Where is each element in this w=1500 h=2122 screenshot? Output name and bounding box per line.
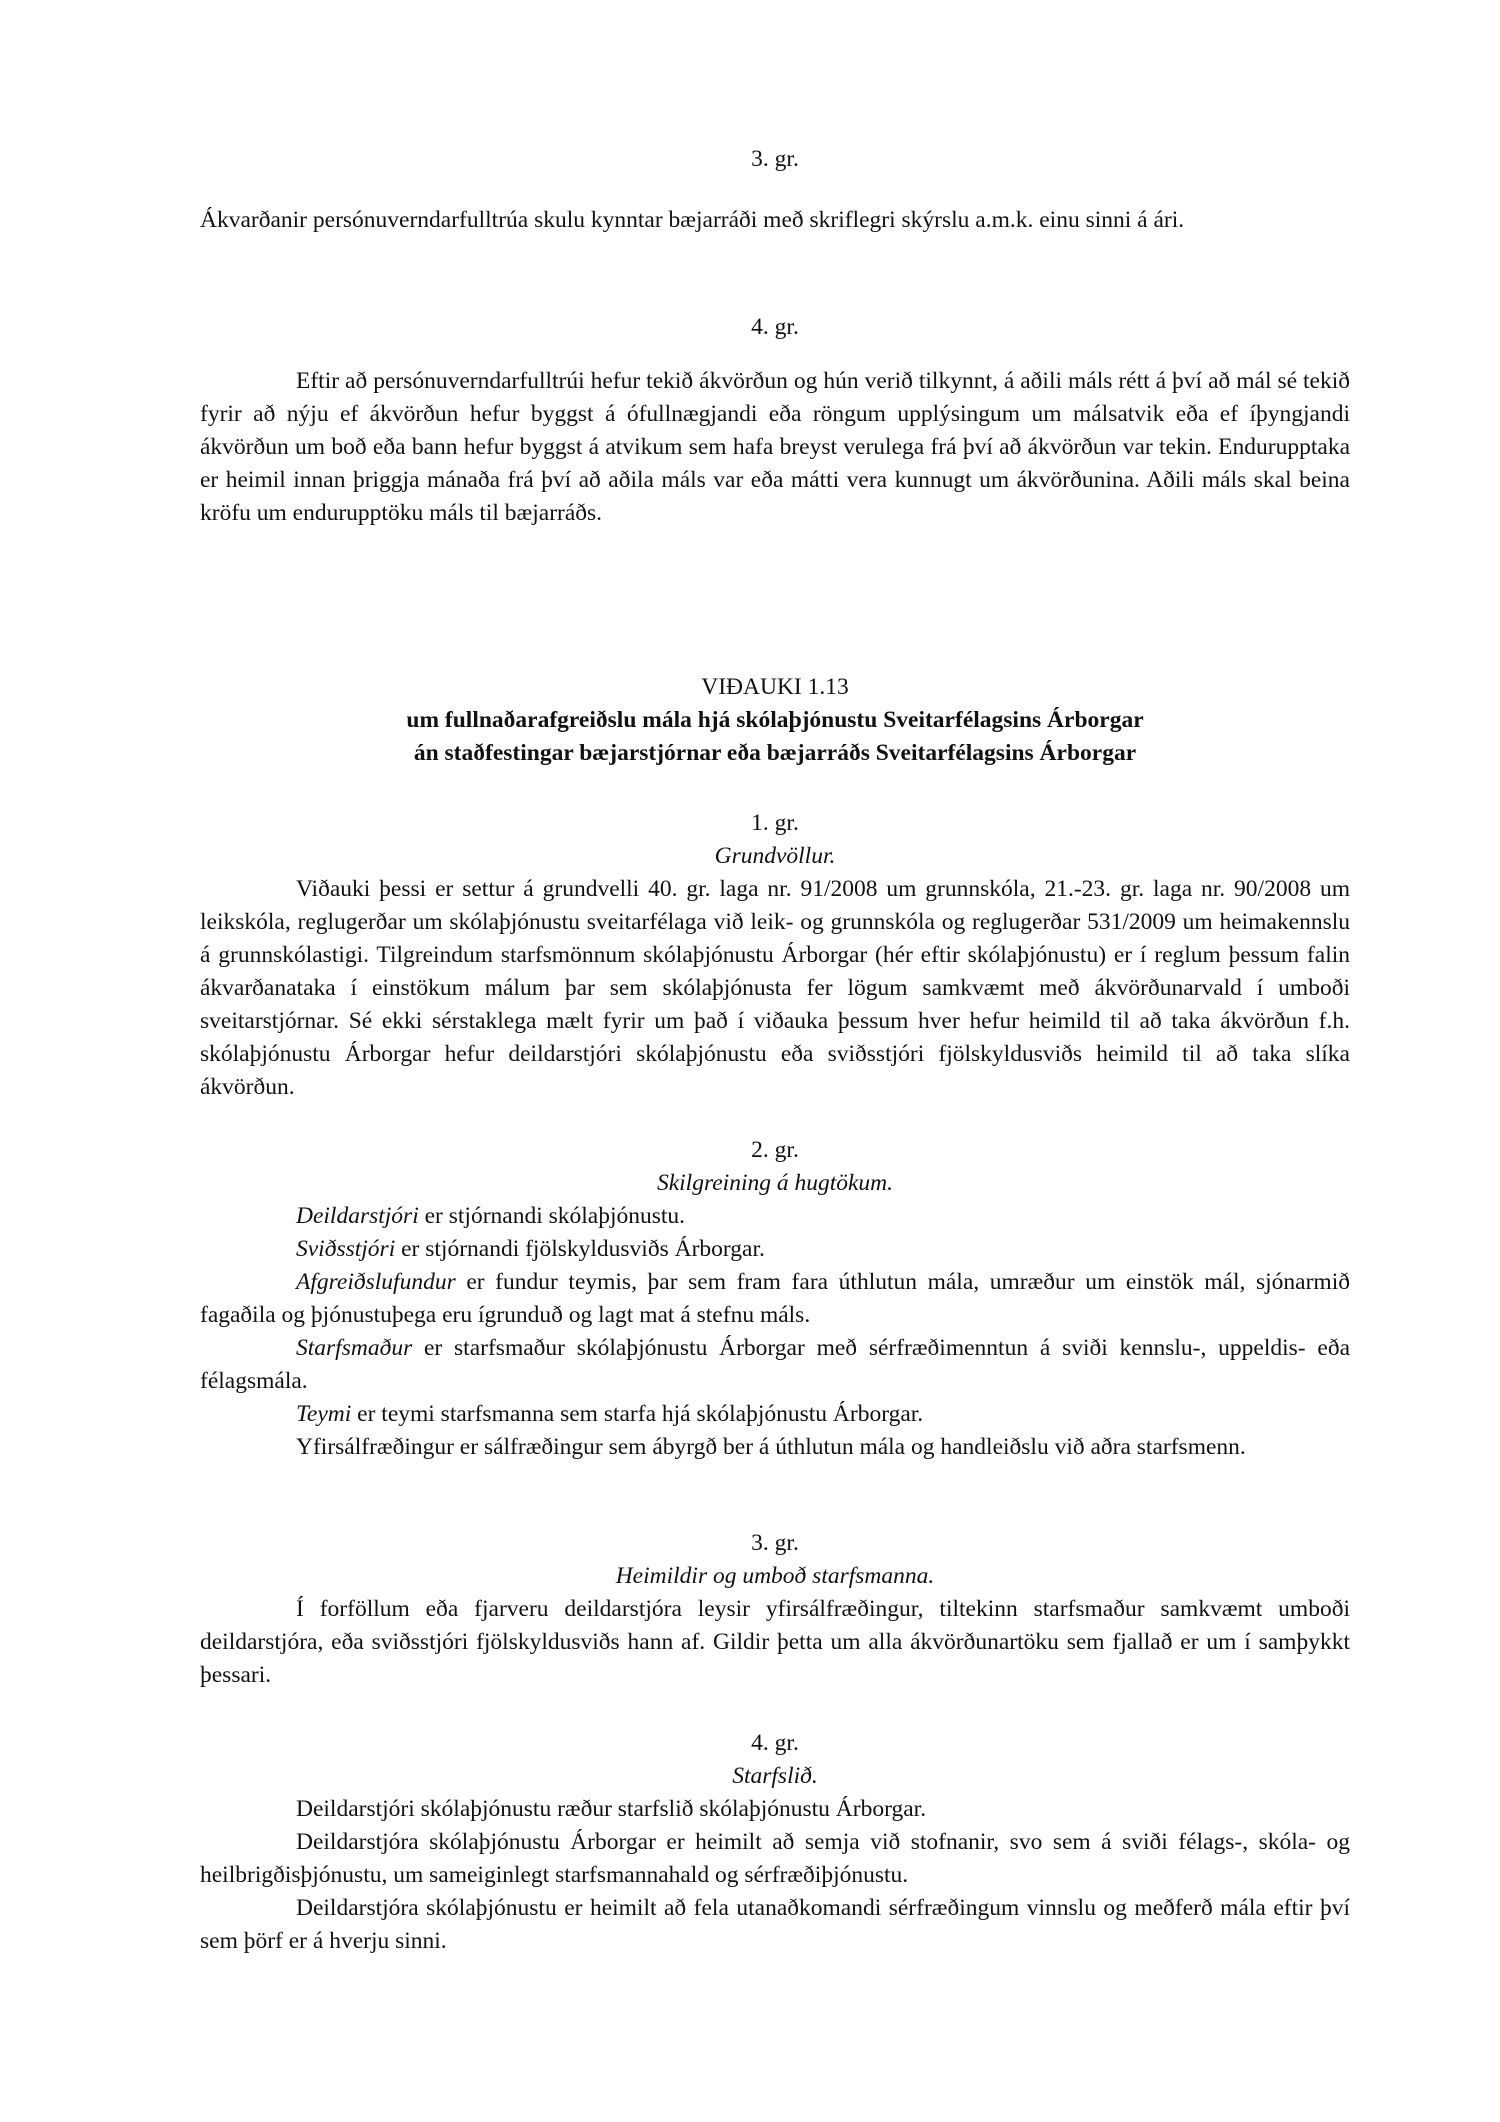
definition-term: Teymi — [296, 1401, 352, 1427]
art1-heading: 1. gr. — [751, 810, 799, 836]
definition-text: er fundur teymis, þar sem fram fara úthlutun mála, umræður um einstök mál, sjónarmið fagaðila og þjónustuþega eru ígrunduð og lagt mat á stefnu máls. — [200, 1269, 1350, 1328]
definition-item — [200, 1233, 1350, 1266]
definition-text: er starfsmaður skólaþjónustu Árborgar með sérfræðimenntun á sviði kennslu-, uppeldis- eða félagsmála. — [200, 1335, 1350, 1394]
definition-text: er stjórnandi skólaþjónustu. — [418, 1203, 686, 1229]
art1-text: Viðauki þessi er settur á grundvelli 40. gr. laga nr. 91/2008 um grunnskóla, 21.-23. gr. laga nr. 90/2008 um leikskóla, reglugerðar um skólaþjónustu sveitarfélaga við leik- og grunnskóla og reglugerðar 531/2009 um heimakennslu á grunnskólastigi. Tilgreindum starfsmönnum skólaþjónustu Árborgar (hér eftir skólaþjónustu) er í reglum þessum falin ákvarðanataka í einstökum málum þar sem skólaþjónusta fer lögum samkvæmt með ákvörðunarvald í umboði sveitarstjórnar. Sé ekki sérstaklega mælt fyrir um það í viðauka þessum hver hefur heimild til að taka ákvörðun f.h. skólaþjónustu Árborgar hefur deildarstjóri skólaþjónustu eða sviðsstjóri fjölskyldusviðs heimild til að taka slíka ákvörðun. — [200, 876, 1350, 1100]
definition-term: Deildarstjóri — [296, 1203, 419, 1229]
art3-subheading: Heimildir og umboð starfsmanna. — [615, 1563, 935, 1589]
top-art4-text: Eftir að persónuverndarfulltrúi hefur tekið ákvörðun og hún verið tilkynnt, á aðili máls rétt á því að mál sé tekið fyrir að nýju ef ákvörðun hefur byggst á ófullnægjandi eða röngum upplýsingum um málsatvik eða ef íþyngjandi ákvörðun um boð eða bann hefur byggst á atvikum sem hafa breyst verulega frá því að ákvörðun var tekin. Endurupptaka er heimil innan þriggja mánaða frá því að aðila máls var eða mátti vera kunnugt um ákvörðunina. Aðili máls skal beina kröfu um endurupptöku máls til bæjarráðs. — [200, 368, 1350, 526]
top-art3-text: Ákvarðanir persónuverndarfulltrúa skulu kynntar bæjarráði með skriflegri skýrslu a.m.k. einu sinni á ári. — [200, 207, 1185, 233]
definition-term: Afgreiðslufundur — [296, 1269, 456, 1295]
definition-item — [200, 1398, 1350, 1431]
art4-section — [200, 1727, 1350, 1958]
art3-heading: 3. gr. — [751, 1530, 799, 1556]
definition-term: Sviðsstjóri — [296, 1236, 396, 1262]
art2-last-text: Yfirsálfræðingur er sálfræðingur sem ábyrgð ber á úthlutun mála og handleiðslu við aðra starfsmenn. — [296, 1434, 1246, 1460]
art4-paragraph: Deildarstjóri skólaþjónustu ræður starfslið skólaþjónustu Árborgar. — [296, 1796, 927, 1822]
art1-subheading: Grundvöllur. — [714, 843, 836, 869]
appendix-title: VIÐAUKI 1.13 — [701, 674, 849, 700]
appendix-subtitle-line2: án staðfestingar bæjarstjórnar eða bæjarráðs Sveitarfélagsins Árborgar — [413, 740, 1137, 766]
appendix-subtitle-line1: um fullnaðarafgreiðslu mála hjá skólaþjónustu Sveitarfélagsins Árborgar — [406, 707, 1144, 733]
definition-item — [200, 1332, 1350, 1398]
art2-section — [200, 1134, 1350, 1464]
top-art3-heading: 3. gr. — [751, 146, 799, 172]
art4-paragraph: Deildarstjóra skólaþjónustu er heimilt að fela utanaðkomandi sérfræðingum vinnslu og meðferð mála eftir því sem þörf er á hverju sinni. — [200, 1895, 1350, 1954]
top-art4-section — [200, 311, 1350, 530]
art2-heading: 2. gr. — [751, 1137, 799, 1163]
definition-text: er teymi starfsmanna sem starfa hjá skólaþjónustu Árborgar. — [351, 1401, 924, 1427]
art3-section — [200, 1527, 1350, 1692]
art4-subheading: Starfslið. — [732, 1763, 818, 1789]
top-art3-section — [200, 143, 1350, 237]
definition-term: Starfsmaður — [296, 1335, 413, 1361]
art4-heading: 4. gr. — [751, 1730, 799, 1756]
appendix-header — [200, 671, 1350, 770]
definition-item — [200, 1266, 1350, 1332]
art3-text: Í forföllum eða fjarveru deildarstjóra leysir yfirsálfræðingur, tiltekinn starfsmaður samkvæmt umboði deildarstjóra, eða sviðsstjóri fjölskyldusviðs hann af. Gildir þetta um alla ákvörðunartöku sem fjallað er um í samþykkt þessari. — [200, 1596, 1350, 1688]
top-art4-heading: 4. gr. — [751, 314, 799, 340]
art2-subheading: Skilgreining á hugtökum. — [656, 1170, 894, 1196]
art4-paragraph: Deildarstjóra skólaþjónustu Árborgar er heimilt að semja við stofnanir, svo sem á sviði félags-, skóla- og heilbrigðisþjónustu, um sameiginlegt starfsmannahald og sérfræðiþjónustu. — [200, 1829, 1350, 1888]
definition-item — [200, 1200, 1350, 1233]
art1-section — [200, 807, 1350, 1104]
definition-text: er stjórnandi fjölskyldusviðs Árborgar. — [395, 1236, 765, 1262]
